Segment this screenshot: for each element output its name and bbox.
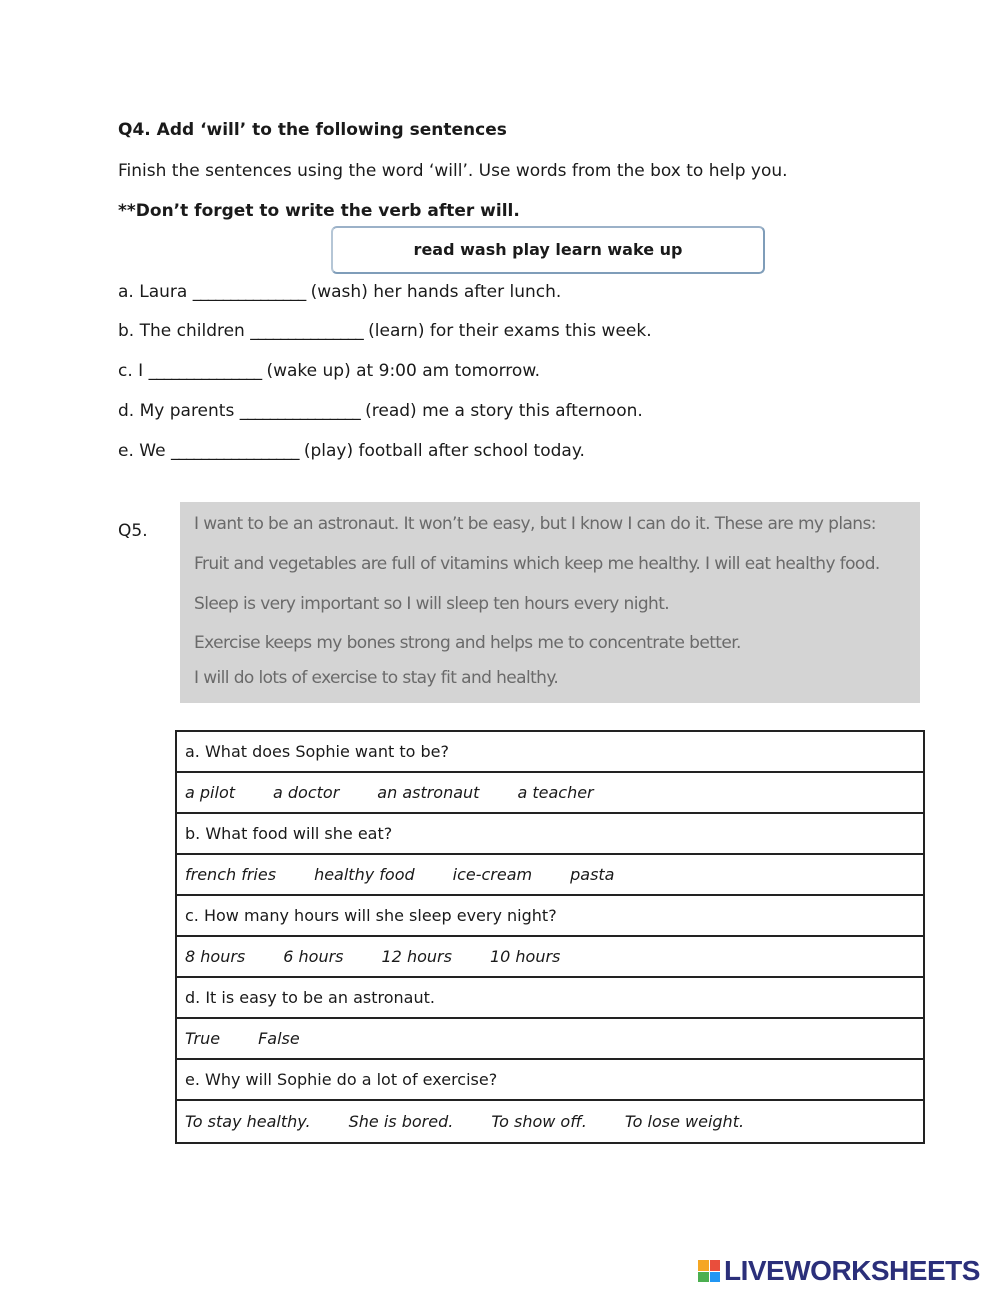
option[interactable]: To show off. — [491, 1112, 587, 1131]
sentence-b — [118, 321, 652, 341]
logo-mark-icon — [698, 1260, 720, 1282]
sentence-d-blank[interactable]: ________________ — [239, 401, 360, 421]
option[interactable]: 6 hours — [283, 947, 344, 966]
option[interactable]: a pilot — [185, 783, 235, 802]
options-d — [177, 1019, 923, 1060]
sentence-a — [118, 282, 561, 302]
passage-line-1: I want to be an astronaut. It won’t be easy, but I know I can do it. These are my plans: — [194, 514, 876, 534]
sentence-e-text: e. We — [118, 441, 171, 461]
sentence-e — [118, 441, 585, 461]
sentence-b-rest: (learn) for their exams this week. — [362, 321, 652, 341]
option[interactable]: 8 hours — [185, 947, 246, 966]
q4-title: Q4. Add ‘will’ to the following sentences — [118, 120, 507, 140]
q4-note: **Don’t forget to write the verb after will. — [118, 201, 520, 221]
question-table — [175, 730, 925, 1144]
option[interactable]: 10 hours — [489, 947, 561, 966]
option[interactable]: She is bored. — [348, 1112, 454, 1131]
option[interactable]: False — [258, 1029, 300, 1048]
sentence-e-blank[interactable]: _________________ — [170, 441, 299, 461]
liveworksheets-logo — [698, 1257, 980, 1285]
sentence-a-rest: (wash) her hands after lunch. — [305, 282, 562, 302]
sentence-e-rest: (play) football after school today. — [298, 441, 585, 461]
logo-text: LIVEWORKSHEETS — [724, 1255, 980, 1286]
question-b: b. What food will she eat? — [177, 814, 923, 855]
option[interactable]: healthy food — [314, 865, 415, 884]
passage-line-5: I will do lots of exercise to stay fit and healthy. — [194, 668, 559, 688]
sentence-c — [118, 361, 540, 381]
sentence-d-rest: (read) me a story this afternoon. — [359, 401, 643, 421]
option[interactable]: french fries — [185, 865, 277, 884]
sentence-d-text: d. My parents — [118, 401, 240, 421]
options-e — [177, 1101, 923, 1142]
question-c: c. How many hours will she sleep every night? — [177, 896, 923, 937]
option[interactable]: True — [185, 1029, 221, 1048]
sentence-c-blank[interactable]: _______________ — [148, 361, 262, 381]
options-a — [177, 773, 923, 814]
option[interactable]: To lose weight. — [624, 1112, 745, 1131]
sentence-a-text: a. Laura — [118, 282, 193, 302]
question-a: a. What does Sophie want to be? — [177, 732, 923, 773]
option[interactable]: a doctor — [273, 783, 340, 802]
option[interactable]: an astronaut — [377, 783, 480, 802]
passage-line-4: Exercise keeps my bones strong and helps me to concentrate better. — [194, 633, 741, 653]
sentence-c-text: c. I — [118, 361, 149, 381]
sentence-c-rest: (wake up) at 9:00 am tomorrow. — [261, 361, 541, 381]
option[interactable]: ice-cream — [452, 865, 533, 884]
options-c — [177, 937, 923, 978]
sentence-a-blank[interactable]: _______________ — [192, 282, 306, 302]
sentence-b-blank[interactable]: _______________ — [250, 321, 363, 341]
passage-line-3: Sleep is very important so I will sleep ten hours every night. — [194, 594, 670, 614]
options-b — [177, 855, 923, 896]
option[interactable]: 12 hours — [381, 947, 452, 966]
option[interactable]: a teacher — [517, 783, 594, 802]
option[interactable]: To stay healthy. — [185, 1112, 311, 1131]
question-e: e. Why will Sophie do a lot of exercise? — [177, 1060, 923, 1101]
q5-label: Q5. — [118, 521, 148, 541]
question-d: d. It is easy to be an astronaut. — [177, 978, 923, 1019]
passage-line-2: Fruit and vegetables are full of vitamins which keep me healthy. I will eat healthy food. — [194, 554, 880, 574]
sentence-b-text: b. The children — [118, 321, 251, 341]
option[interactable]: pasta — [570, 865, 615, 884]
q4-instruction: Finish the sentences using the word ‘will’. Use words from the box to help you. — [118, 161, 788, 181]
reading-passage — [180, 502, 920, 703]
word-box: read wash play learn wake up — [331, 226, 765, 274]
sentence-d — [118, 401, 643, 421]
